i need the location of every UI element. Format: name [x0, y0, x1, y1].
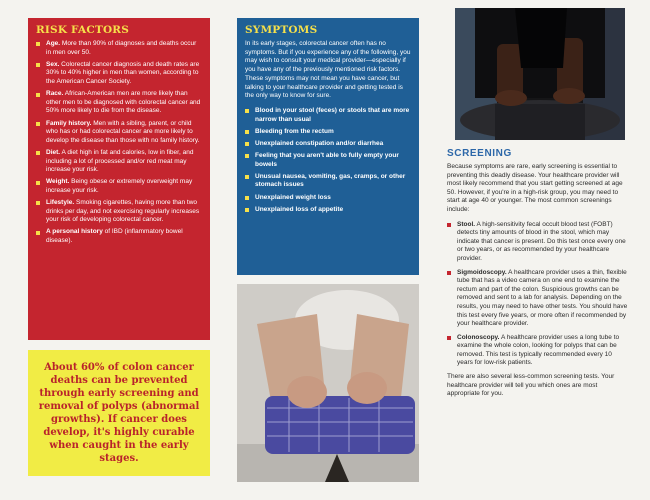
list-item — [36, 178, 202, 195]
list-item — [447, 221, 629, 264]
seated-patient-illustration — [455, 8, 625, 140]
man-in-pain-photo — [237, 284, 419, 482]
list-item — [36, 228, 202, 245]
symptoms-list — [245, 107, 411, 215]
symptoms-title: SYMPTOMS — [245, 24, 318, 36]
list-item — [36, 199, 202, 225]
screening-term: Sigmoidoscopy. — [457, 268, 507, 276]
list-item — [36, 61, 202, 87]
man-in-pain-illustration — [237, 284, 419, 482]
risk-text: African-American men are more likely than other men to be diagnosed with colorectal cancer and 50% more likely to die from the disease. — [46, 90, 201, 115]
seated-patient-photo — [455, 8, 625, 140]
screening-section — [447, 148, 629, 488]
screening-intro: Because symptoms are rare, early screening is essential to preventing this deadly disease. Your healthcare provider will most likely recommend that you start getting screened at age 50. However, if you're in a high-risk group, you may need to start at age 40 or younger. The most common screenings include: — [447, 163, 623, 213]
risk-term: Diet. — [46, 148, 61, 156]
screening-text: A healthcare provider uses a long tube to examine the whole colon, looking for polyps that can be removed. This test is typically recommended every 10 years for low-risk patients. — [457, 333, 620, 367]
list-item — [36, 40, 202, 57]
callout-text: About 60% of colon cancer deaths can be prevented through early screening and removal of polyps (abnormal growths). If cancer does develop, it's highly curable when caught in the early stages. — [38, 362, 200, 464]
list-item: Unexplained constipation and/or diarrhea — [245, 140, 411, 149]
risk-text: Men with a sibling, parent, or child who has or had colorectal cancer are more likely to develop the disease than those with no family history. — [46, 119, 200, 144]
list-item — [36, 120, 202, 146]
screening-term: Stool. — [457, 220, 476, 228]
risk-factors-panel — [28, 18, 210, 340]
risk-text: A diet high in fat and calories, low in fiber, and including a lot of processed and/or red meat may increase your risk. — [46, 148, 194, 174]
screening-text: A high-sensitivity fecal occult blood test (FOBT) detects tiny amounts of blood in the stool, which may indicate that cancer is present. Do this test once every one or two years, or as recommended by your healthcare provider. — [457, 220, 626, 262]
risk-text: Colorectal cancer diagnosis and death rates are 30% to 40% higher in men than women, according to the American Cancer Society. — [46, 60, 200, 85]
list-item: Unusual nausea, vomiting, gas, cramps, or other stomach issues — [245, 173, 411, 190]
screening-outro: There are also several less-common screening tests. Your healthcare provider will tell you which ones are most appropriate for you. — [447, 373, 615, 398]
screening-term: Colonoscopy. — [457, 333, 500, 341]
risk-factors-list — [36, 40, 202, 246]
list-item: Blood in your stool (feces) or stools that are more narrow than usual — [245, 107, 411, 124]
list-item — [36, 149, 202, 175]
list-item: Bleeding from the rectum — [245, 128, 411, 137]
risk-text: Smoking cigarettes, having more than two drinks per day, and not exercising regularly increases your risk of developing colorectal cancer. — [46, 199, 200, 224]
risk-text: of IBD (inflammatory bowel disease). — [46, 228, 183, 245]
symptoms-intro: In its early stages, colorectal cancer often has no symptoms. But if you experience any of the following, you may wish to consult your medical provider—especially if you have any of the previously mentioned risk factors. These symptoms may not mean you have cancer, but talking to your healthcare provider and getting tested is the only way to know for sure. — [245, 40, 411, 100]
list-item — [447, 269, 629, 329]
screening-list — [447, 221, 629, 369]
risk-term: Weight. — [46, 178, 70, 186]
risk-term: Race. — [46, 90, 64, 98]
risk-term: A personal history — [46, 228, 103, 236]
risk-term: Sex. — [46, 60, 60, 68]
symptoms-panel — [237, 18, 419, 275]
risk-term: Age. — [46, 40, 61, 47]
list-item: Unexplained loss of appetite — [245, 206, 411, 215]
risk-term: Family history. — [46, 119, 92, 127]
risk-text: More than 90% of diagnoses and deaths occur in men over 50. — [46, 40, 197, 56]
list-item: Unexplained weight loss — [245, 194, 411, 203]
risk-factors-title: RISK FACTORS — [36, 24, 130, 36]
screening-title: SCREENING — [447, 148, 512, 159]
screening-text: A healthcare provider uses a thin, flexible tube that has a video camera on one end to examine the rectum and part of the colon. Suspicious growths can be removed and sent to a lab for analysis. Depending on the results, you may need to have other tests. You should have this test every five years, or more often if recommended by your healthcare provider. — [457, 268, 628, 328]
list-item — [36, 90, 202, 116]
risk-text: Being obese or extremely overweight may increase your risk. — [46, 178, 193, 194]
risk-term: Lifestyle. — [46, 199, 75, 207]
list-item — [447, 334, 629, 368]
statistic-callout — [28, 350, 210, 476]
list-item: Feeling that you aren't able to fully empty your bowels — [245, 152, 411, 169]
